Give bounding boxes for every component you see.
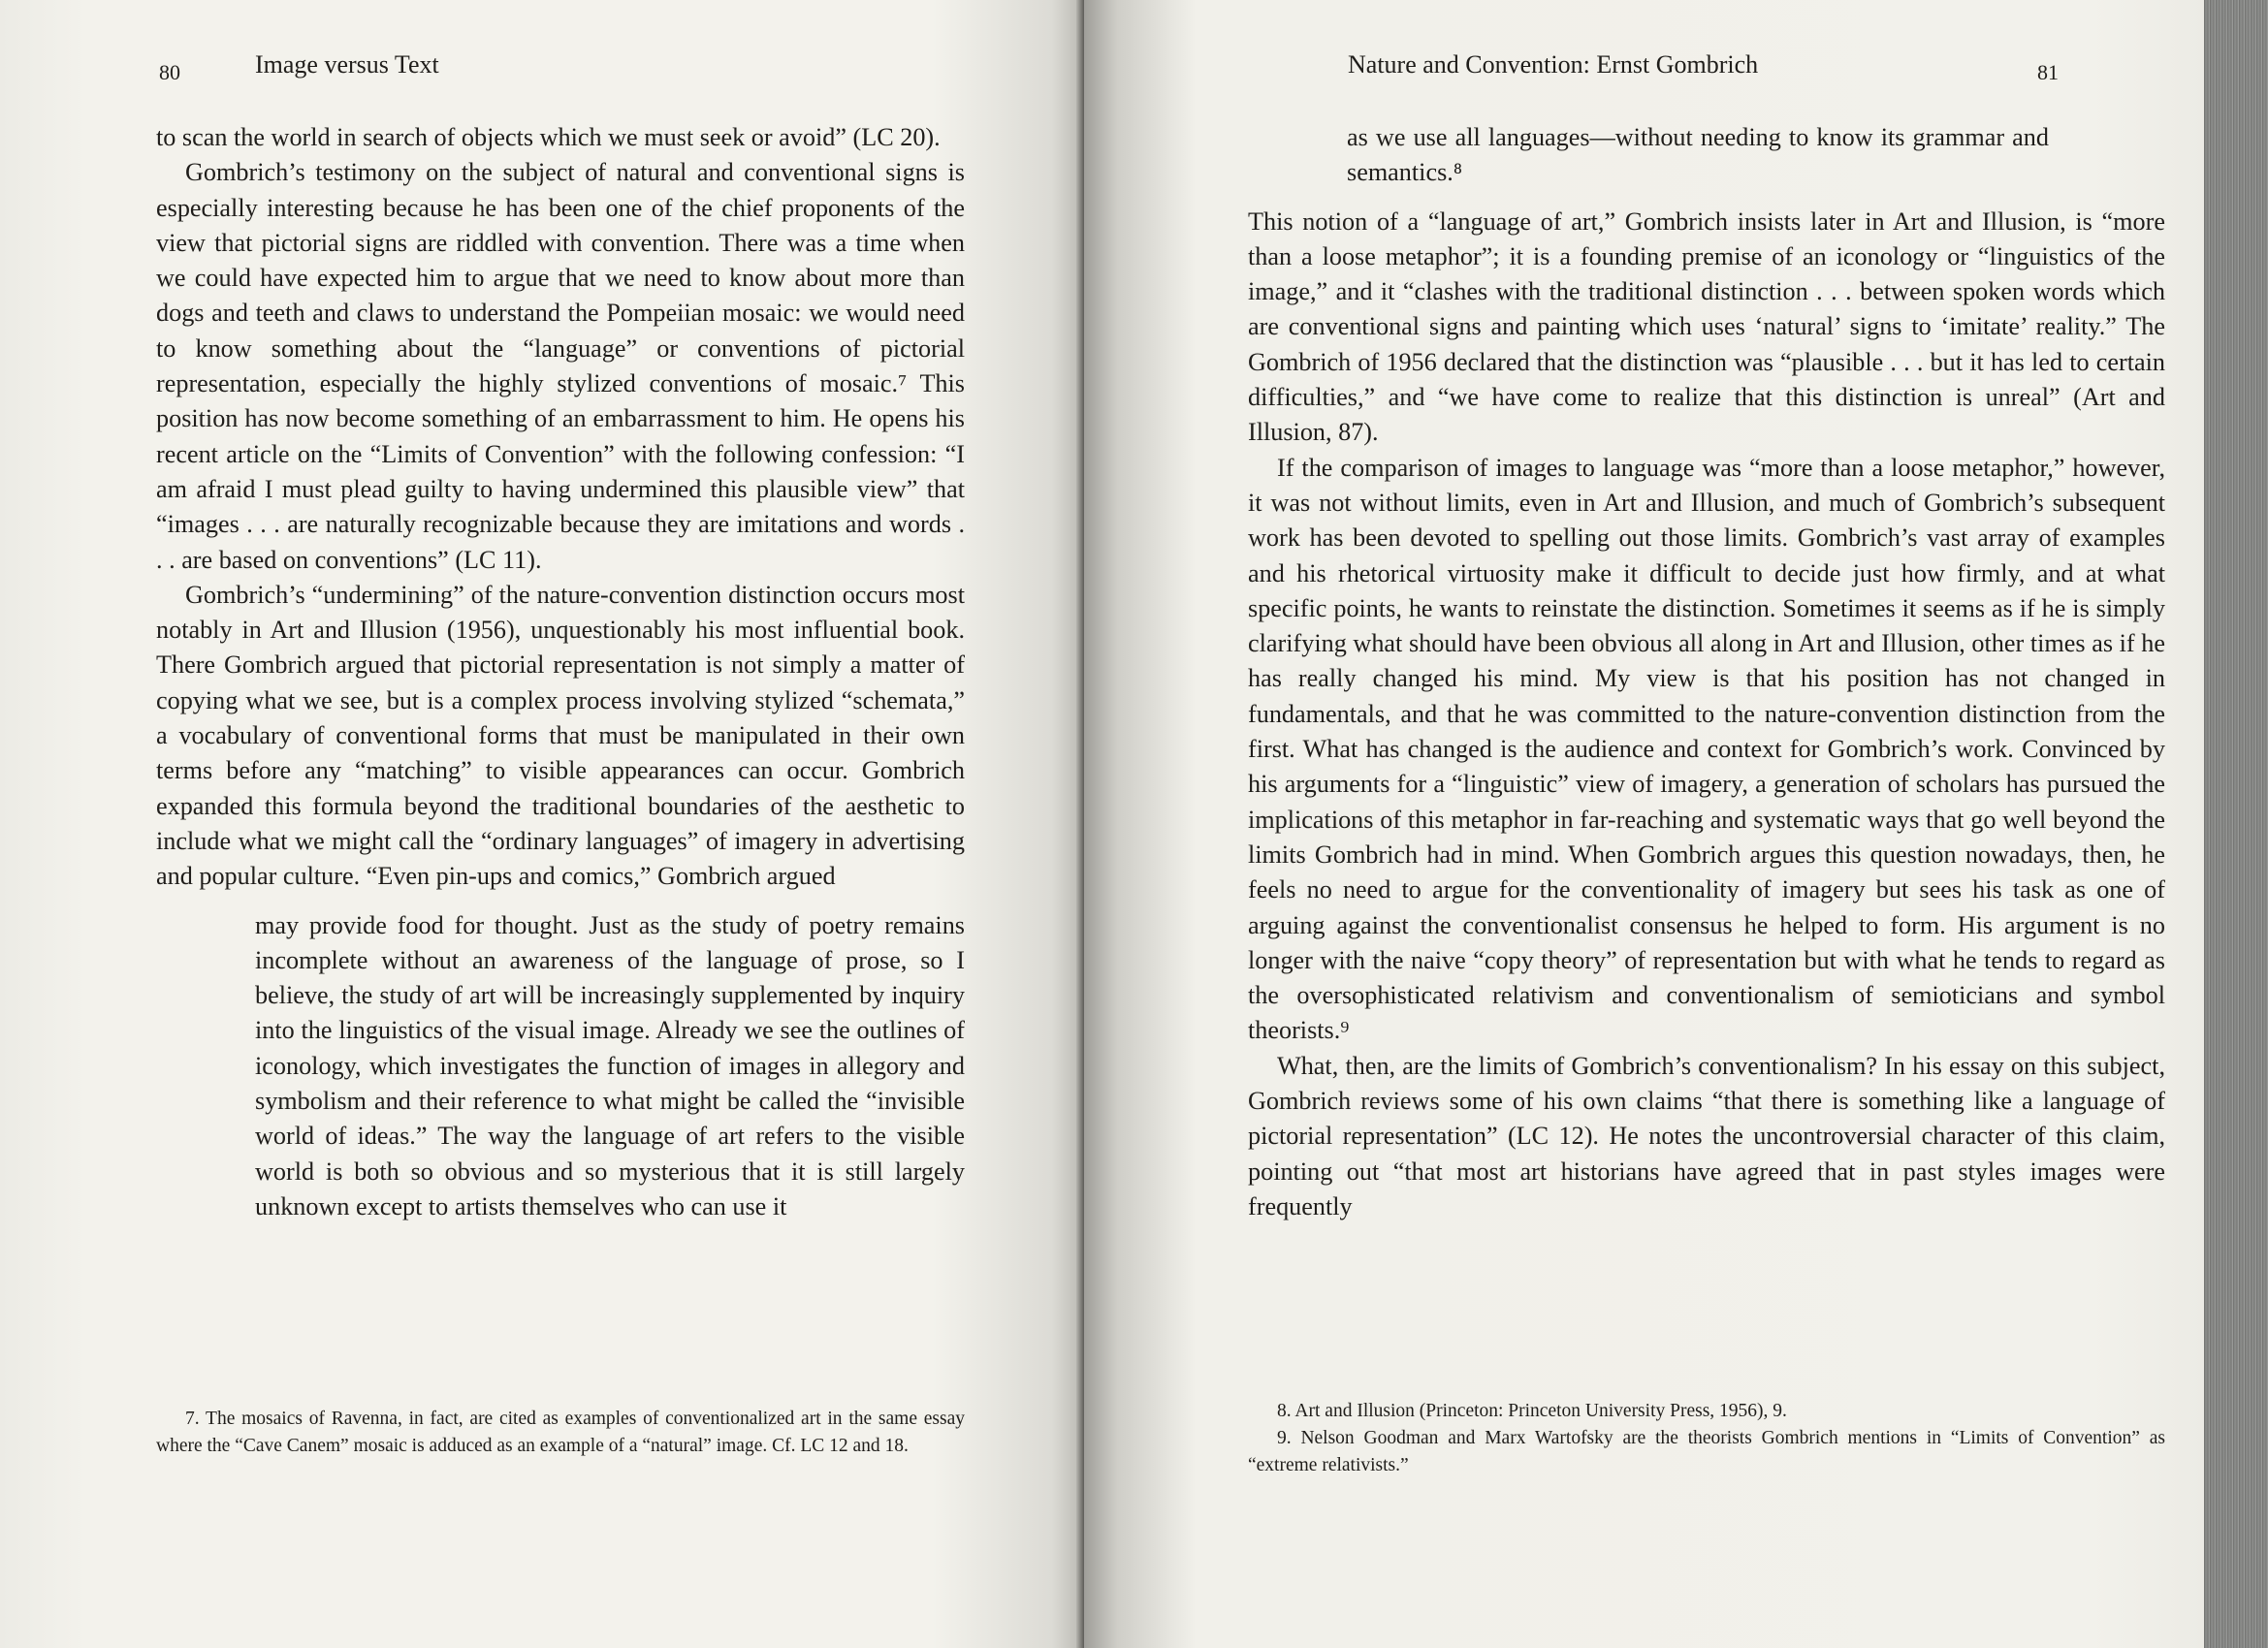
left-body-text	[156, 120, 965, 1224]
left-page-number: 80	[159, 60, 180, 84]
left-paragraph-3: Gombrich’s “undermining” of the nature-convention distinction occurs most notably in Art and Illusion (1956), unquestionably his most influential book. There Gombrich argued that pictorial representation is not simply a matter of copying what we see, but is a complex process involving stylized “schemata,” a vocabulary of conventional forms that must be manipulated in their own terms before any “matching” to visible appearances can occur. Gombrich expanded this formula beyond the traditional boundaries of the aesthetic to include what we might call the “ordinary languages” of imagery in advertising and popular culture. “Even pin-ups and comics,” Gombrich argued	[156, 580, 965, 891]
right-page-number: 81	[2037, 60, 2059, 84]
right-paragraph-3: What, then, are the limits of Gombrich’s conventionalism? In his essay on this subject, Gombrich reviews some of his own claims “that there is something like a language of pictorial representation” (LC 12). He notes the uncontroversial character of this claim, pointing out “that most art historians have agreed that in past styles images were frequently	[1248, 1051, 2165, 1220]
footnote-8: 8. Art and Illusion (Princeton: Princeton University Press, 1956), 9.	[1277, 1401, 1787, 1421]
block-quote	[156, 908, 965, 1225]
right-running-head: Nature and Convention: Ernst Gombrich	[1348, 50, 1759, 79]
page-edges	[2204, 0, 2268, 1648]
right-footnotes	[1248, 1398, 2165, 1479]
right-page	[1084, 0, 2204, 1648]
left-running-head: Image versus Text	[255, 50, 439, 79]
left-footnotes	[156, 1406, 965, 1460]
quote-continuation-text: as we use all languages—without needing to know its grammar and semantics.⁸	[1347, 123, 2049, 187]
left-paragraph-1: to scan the world in search of objects which we must seek or avoid” (LC 20).	[156, 123, 941, 151]
right-paragraph-2: If the comparison of images to language was “more than a loose metaphor,” however, it was not without limits, even in Art and Illusion, and much of Gombrich’s subsequent work has been devoted to spelling out those limits. Gombrich’s vast array of examples and his rhetorical virtuosity make it difficult to decide just how firmly, and at what specific points, he wants to reinstate the distinction. Sometimes it seems as if he is simply clarifying what should have been obvious all along in Art and Illusion, other times as if he has really changed his mind. My view is that his position has not changed in fundamentals, and that he was committed to the nature-convention distinction from the first. What has changed is the audience and context for Gombrich’s work. Convinced by his arguments for a “linguistic” view of imagery, a generation of scholars has pursued the implications of this metaphor in far-reaching and systematic ways that go well beyond the limits Gombrich had in mind. When Gombrich argues this question nowadays, then, he feels no need to argue for the conventionality of imagery but sees his task as one of arguing against the conventionalist consensus he helped to form. His argument is no longer with the naive “copy theory” of representation but with what he tends to regard as the oversophisticated relativism and conventionalism of semioticians and symbol theorists.⁹	[1248, 453, 2165, 1045]
right-paragraph-1: This notion of a “language of art,” Gombrich insists later in Art and Illusion, is “more than a loose metaphor”; it is a founding premise of an iconology or “linguistics of the image,” and it “clashes with the traditional distinction . . . between spoken words which are conventional signs and painting which uses ‘natural’ signs to ‘imitate’ reality.” The Gombrich of 1956 declared that the distinction was “plausible . . . but it has led to certain difficulties,” and “we have come to realize that this distinction is unreal” (Art and Illusion, 87).	[1248, 206, 2165, 447]
left-paragraph-2: Gombrich’s testimony on the subject of natural and conventional signs is especially interesting because he has been one of the chief proponents of the view that pictorial signs are riddled with convention. There was a time when we could have expected him to argue that we need to know about more than dogs and teeth and claws to understand the Pompeiian mosaic: we would need to know something about the “language” or conventions of pictorial representation, especially the highly stylized conventions of mosaic.⁷ This position has now become something of an embarrassment to him. He opens his recent article on the “Limits of Convention” with the following confession: “I am afraid I must plead guilty to having undermined this plausible view” that “images . . . are naturally recognizable because they are imitations and words . . . are based on conventions” (LC 11).	[156, 158, 965, 574]
right-body-text	[1248, 120, 2165, 1224]
left-page	[0, 0, 1084, 1648]
footnote-7: 7. The mosaics of Ravenna, in fact, are cited as examples of conventionalized art in the same essay where the “Cave Canem” mosaic is adduced as an example of a “natural” image. Cf. LC 12 and 18.	[156, 1409, 965, 1456]
block-quote-text: may provide food for thought. Just as the study of poetry remains incomplete without an awareness of the language of prose, so I believe, the study of art will be increasingly supplemented by inquiry into the linguistics of the visual image. Already we see the outlines of iconology, which investigates the function of images in allegory and symbolism and their reference to what might be called the “invisible world of ideas.” The way the language of art refers to the visible world is both so obvious and so mysterious that it is still largely unknown except to artists themselves who can use it	[255, 910, 965, 1220]
quote-continuation	[1248, 120, 2165, 191]
footnote-9: 9. Nelson Goodman and Marx Wartofsky are the theorists Gombrich mentions in “Limits of Convention” as “extreme relativists.”	[1248, 1428, 2165, 1475]
